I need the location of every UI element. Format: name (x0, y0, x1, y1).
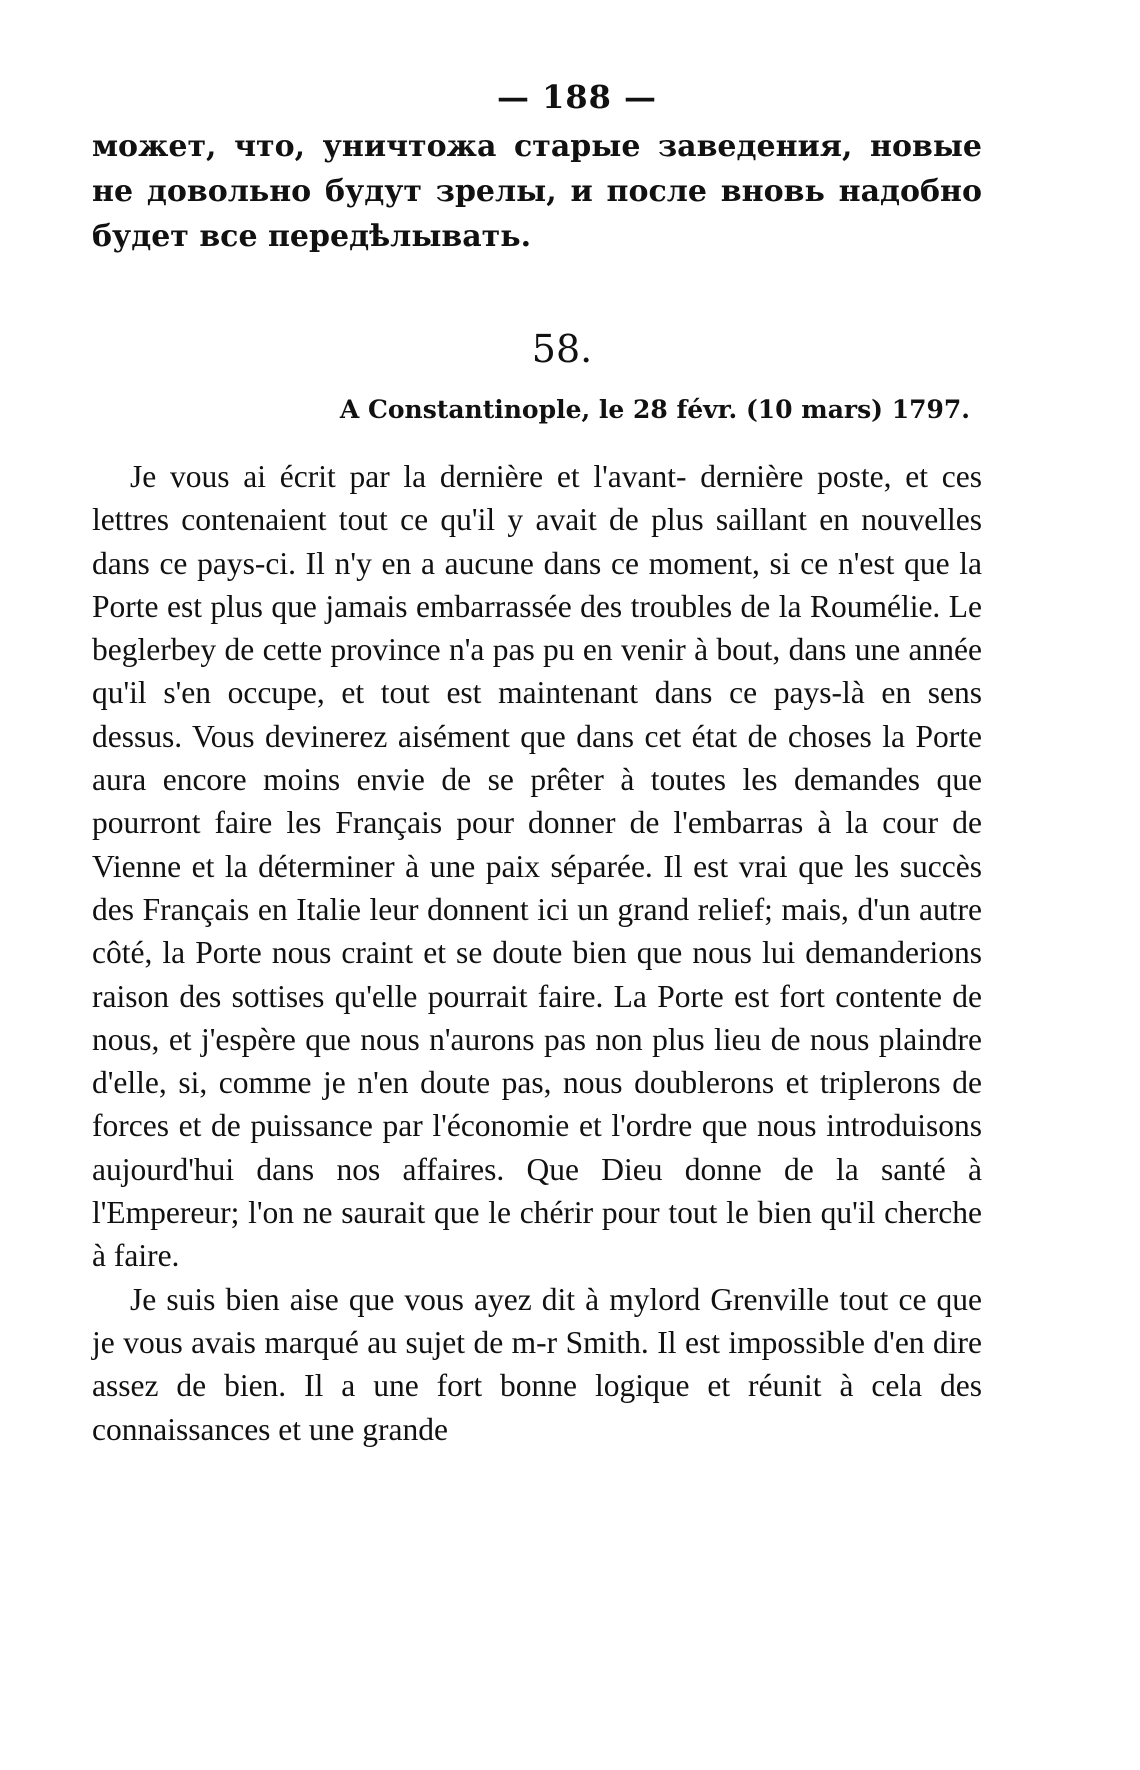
page-number: — 188 — (496, 78, 658, 116)
letter-number: 58. (531, 327, 593, 371)
page-content (92, 78, 982, 1451)
letter-paragraph: Je vous ai écrit par la dernière et l'avant- dernière poste, et ces lettres contenaient tout ce qu'il y avait de plus saillant en nouvelles dans ce pays-ci. Il n'y en a aucune dans ce moment, si ce n'est que la Porte est plus que jamais embarrassée des troubles de la Roumélie. Le beglerbey de cette province n'a pas pu en venir à bout, dans une année qu'il s'en occupe, et tout est maintenant dans ce pays-là en sens dessus. Vous devinerez aisément que dans cet état de choses la Porte aura encore moins envie de se prêter à toutes les demandes que pourront faire les Français pour donner de l'embarras à la cour de Vienne et la déterminer à une paix séparée. Il est vrai que les succès des Français en Italie leur donnent ici un grand relief; mais, d'un autre côté, la Porte nous craint et se doute bien que nous lui demanderions raison des sottises qu'elle pourrait faire. La Porte est fort contente de nous, et j'espère que nous n'aurons pas non plus lieu de nous plaindre d'elle, si, comme je n'en doute pas, nous doublerons et triplerons de forces et de puissance par l'économie et l'ordre que nous introduisons aujourd'hui dans nos affaires. Que Dieu donne de la santé à l'Empereur; l'on ne saurait que le chérir pour tout le bien qu'il cherche à faire. (92, 459, 982, 1274)
letter-dateline: A Constantinople, le 28 févr. (10 mars) 1797. (339, 395, 970, 424)
letter-paragraph: Je suis bien aise que vous ayez dit à mylord Grenville tout ce que je vous avais marqué au sujet de m-r Smith. Il est impossible d'en dire assez de bien. Il a une fort bonne logique et réunit à cela des connaissances et une grande (92, 1281, 982, 1447)
continuation-text: может, что, уничтожа старые заведения, новые не довольно будут зрелы, и после вновь надобно будет все передѣлывать. (92, 129, 982, 254)
